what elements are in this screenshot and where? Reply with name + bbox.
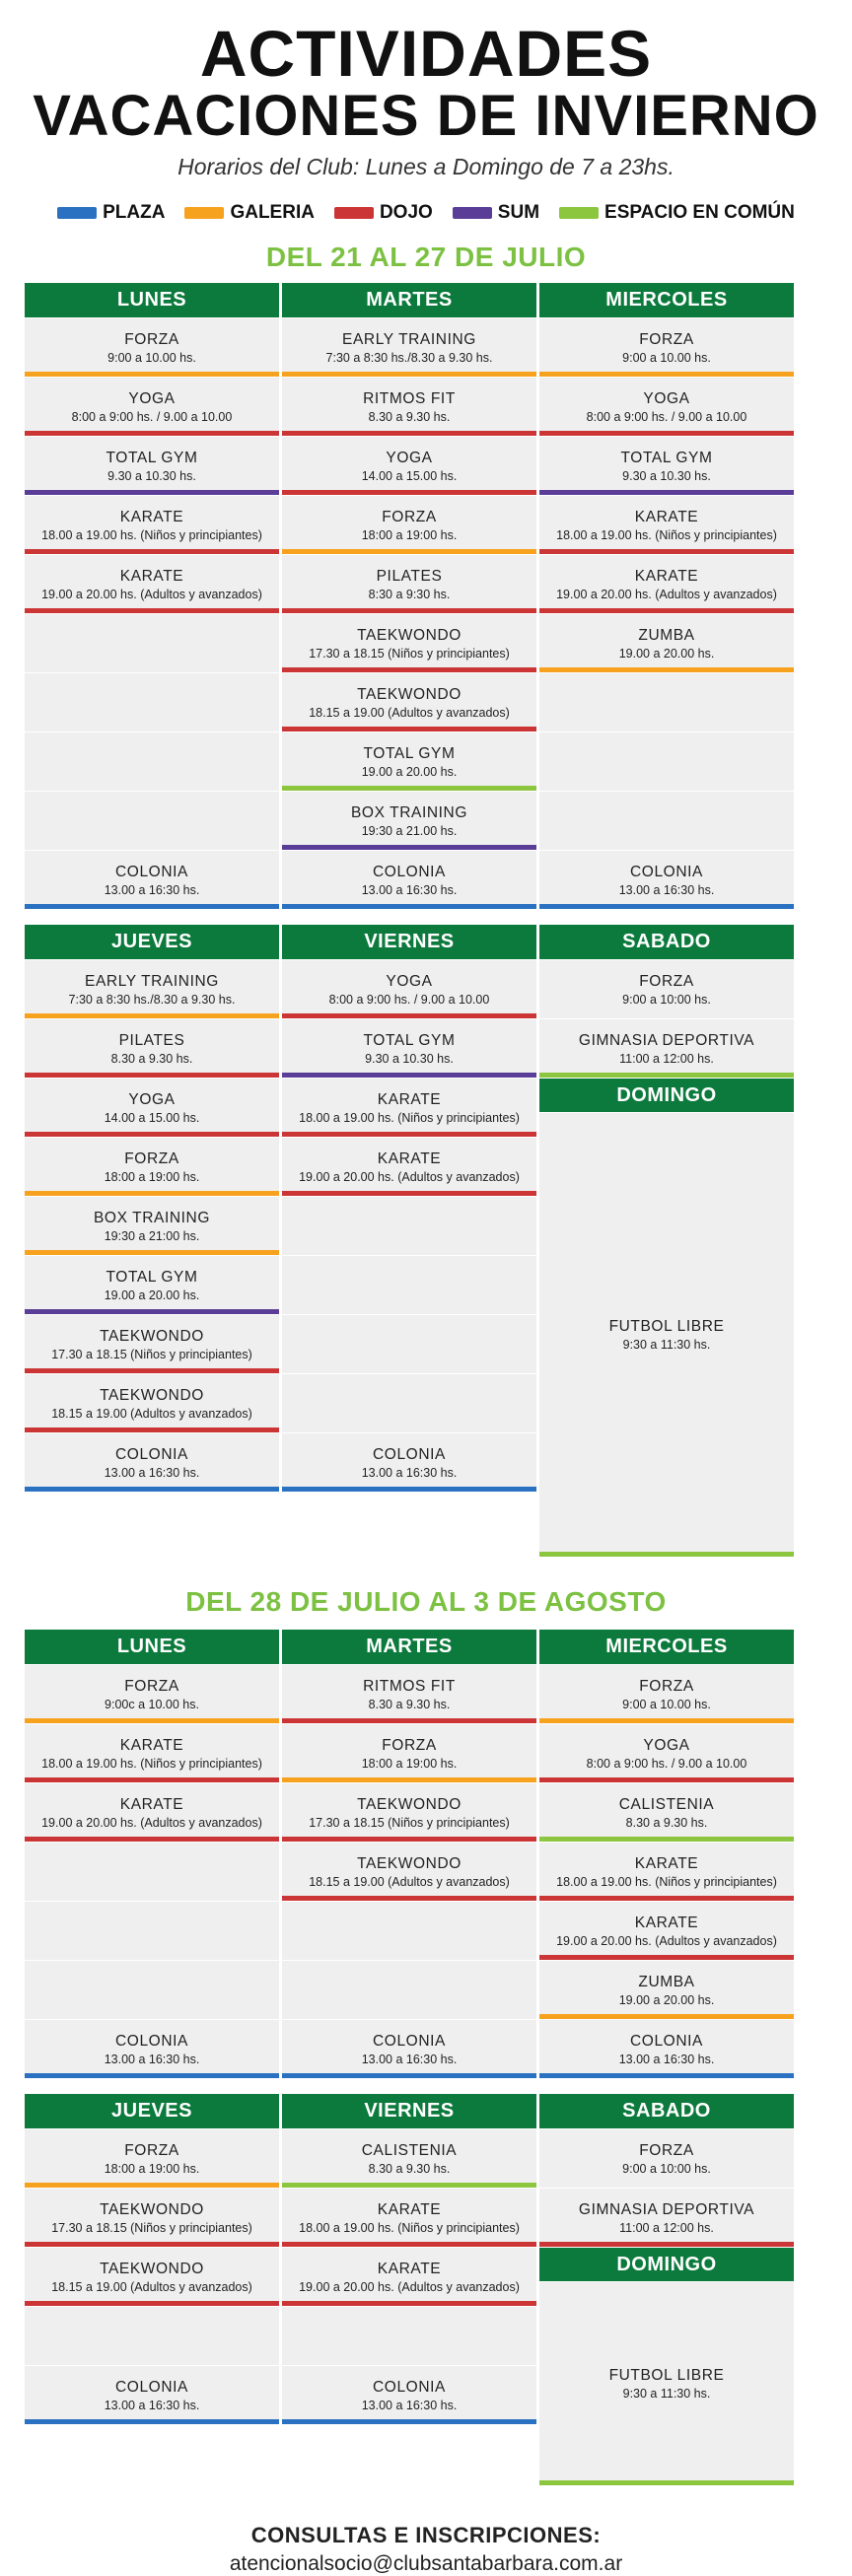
day-column-jueves (25, 925, 279, 1557)
activity-name: COLONIA (115, 1445, 188, 1463)
activity-time: 9:00 a 10.00 hs. (107, 350, 196, 365)
activity-time: 8:00 a 9:00 hs. / 9.00 a 10.00 (586, 409, 747, 424)
activity-time: 11:00 a 12:00 hs. (619, 1051, 714, 1066)
activity-cell (25, 850, 279, 909)
day-column-miercoles (539, 1630, 794, 2078)
activity-name: ZUMBA (638, 1973, 695, 1990)
activity-time: 9:00 a 10:00 hs. (622, 992, 711, 1007)
activity-time: 19.00 a 20.00 hs. (361, 764, 458, 779)
activity-name: TAEKWONDO (100, 2200, 204, 2218)
activity-name: YOGA (128, 1090, 176, 1108)
activity-name: TOTAL GYM (106, 1268, 198, 1286)
schedule-block (25, 2094, 827, 2485)
empty-slot (282, 1196, 536, 1255)
day-column-miercoles (539, 283, 794, 909)
activity-name: KARATE (119, 1795, 184, 1813)
activity-cell (282, 2128, 536, 2188)
activity-time: 8.30 a 9.30 hs. (110, 1051, 193, 1066)
activity-cell (282, 1842, 536, 1901)
activity-name: FORZA (124, 1677, 179, 1695)
empty-slot (25, 2306, 279, 2365)
empty-slot (282, 1255, 536, 1314)
legend-swatch-sum (453, 207, 492, 219)
activity-name: FORZA (639, 1677, 694, 1695)
activity-time: 18:00 a 19:00 hs. (104, 1169, 200, 1184)
activity-cell (282, 2365, 536, 2424)
activity-name: TOTAL GYM (620, 449, 713, 466)
empty-slot (282, 1314, 536, 1373)
day-header: MARTES (282, 283, 536, 317)
activity-time: 9:30 a 11:30 hs. (622, 2387, 711, 2401)
activity-cell (25, 2365, 279, 2424)
activity-cell (539, 554, 794, 613)
empty-slot (25, 672, 279, 731)
activity-name: COLONIA (373, 2378, 446, 2396)
activity-time: 18.15 a 19.00 (Adultos y avanzados) (309, 705, 510, 720)
day-column-viernes (282, 925, 536, 1557)
activity-cell (25, 959, 279, 1018)
activity-cell (282, 1078, 536, 1137)
activity-name: YOGA (128, 389, 176, 407)
activity-time: 8.30 a 9.30 hs. (368, 2161, 451, 2176)
activity-cell (282, 959, 536, 1018)
activity-name: ZUMBA (638, 626, 695, 644)
activity-name: TAEKWONDO (100, 2260, 204, 2277)
activity-name: KARATE (377, 1090, 442, 1108)
activity-time: 9:00 a 10.00 hs. (622, 1697, 711, 1711)
activity-time: 19.00 a 20.00 hs. (104, 1288, 200, 1302)
day-column-martes (282, 283, 536, 909)
activity-time: 7:30 a 8:30 hs./8.30 a 9.30 hs. (68, 992, 236, 1007)
activity-cell (539, 317, 794, 377)
activity-cell (25, 317, 279, 377)
activity-time: 8.30 a 9.30 hs. (368, 1697, 451, 1711)
legend-label: ESPACIO EN COMÚN (604, 202, 795, 223)
activity-time: 8:00 a 9:00 hs. / 9.00 a 10.00 (328, 992, 490, 1007)
activity-time: 13.00 a 16:30 hs. (104, 882, 200, 897)
activity-cell (539, 1664, 794, 1723)
activity-cell (539, 959, 794, 1018)
empty-slot (25, 1842, 279, 1901)
activity-cell (282, 850, 536, 909)
empty-slot (25, 791, 279, 850)
activity-cell (25, 2188, 279, 2247)
activity-time: 18.00 a 19.00 hs. (Niños y principiantes) (299, 2220, 520, 2235)
activity-time: 17.30 a 18.15 (Niños y principiantes) (309, 1815, 510, 1830)
day-column-martes (282, 1630, 536, 2078)
day-header: MIERCOLES (539, 1630, 794, 1664)
day-column-sabado (539, 2094, 794, 2485)
activity-time: 19.00 a 20.00 hs. (618, 646, 715, 661)
day-column-jueves (25, 2094, 279, 2485)
activity-time: 9.30 a 10.30 hs. (107, 468, 196, 483)
activity-name: FORZA (124, 1149, 179, 1167)
empty-slot (539, 672, 794, 731)
activity-name: KARATE (634, 508, 699, 525)
activity-name: COLONIA (373, 2032, 446, 2050)
activity-name: CALISTENIA (361, 2141, 458, 2159)
activity-time: 8.30 a 9.30 hs. (368, 409, 451, 424)
activity-time: 18.00 a 19.00 hs. (Niños y principiantes) (556, 527, 777, 542)
activity-time: 9:00c a 10.00 hs. (105, 1697, 199, 1711)
activity-name: TAEKWONDO (357, 685, 462, 703)
empty-slot (25, 731, 279, 791)
activity-name: KARATE (634, 567, 699, 585)
schedule-block (25, 283, 827, 909)
activity-time: 13.00 a 16:30 hs. (361, 882, 458, 897)
activity-time: 18.00 a 19.00 hs. (Niños y principiantes) (41, 1756, 262, 1771)
activity-time: 8:00 a 9:00 hs. / 9.00 a 10.00 (586, 1756, 747, 1771)
activity-cell (25, 1723, 279, 1782)
page-header (0, 17, 852, 180)
activity-time: 19.00 a 20.00 hs. (Adultos y avanzados) (299, 1169, 520, 1184)
legend-swatch-dojo (334, 207, 374, 219)
activity-time: 19.00 a 20.00 hs. (Adultos y avanzados) (299, 2279, 520, 2294)
schedule-block (25, 1630, 827, 2078)
day-header: SABADO (539, 925, 794, 959)
activity-name: COLONIA (373, 863, 446, 880)
day-header: MIERCOLES (539, 283, 794, 317)
activity-cell (539, 850, 794, 909)
activity-name: BOX TRAINING (93, 1209, 211, 1226)
activity-cell (539, 1960, 794, 2019)
activity-time: 18.00 a 19.00 hs. (Niños y principiantes) (299, 1110, 520, 1125)
activity-cell (282, 436, 536, 495)
activity-time: 18:00 a 19:00 hs. (361, 527, 458, 542)
activity-cell (539, 613, 794, 672)
activity-cell (25, 554, 279, 613)
activity-name: KARATE (634, 1854, 699, 1872)
contact-footer (0, 2523, 852, 2576)
empty-slot (539, 791, 794, 850)
activity-name: TOTAL GYM (106, 449, 198, 466)
activity-cell (25, 1432, 279, 1492)
activity-time: 13.00 a 16:30 hs. (361, 2398, 458, 2412)
activity-cell (539, 1112, 794, 1557)
empty-slot (282, 1901, 536, 1960)
empty-slot (282, 1373, 536, 1432)
activity-name: PILATES (118, 1031, 185, 1049)
activity-cell (25, 1664, 279, 1723)
activity-cell (539, 1842, 794, 1901)
legend-item-dojo (334, 202, 433, 224)
activity-cell (539, 436, 794, 495)
activity-cell (25, 2128, 279, 2188)
empty-slot (25, 1960, 279, 2019)
activity-cell (25, 1373, 279, 1432)
activity-name: YOGA (643, 1736, 690, 1754)
activity-cell (25, 377, 279, 436)
activity-name: TAEKWONDO (357, 626, 462, 644)
empty-slot (25, 613, 279, 672)
day-header: JUEVES (25, 2094, 279, 2128)
activity-time: 17.30 a 18.15 (Niños y principiantes) (51, 2220, 252, 2235)
activity-time: 13.00 a 16:30 hs. (618, 882, 715, 897)
activity-cell (282, 2019, 536, 2078)
legend-label: DOJO (379, 202, 433, 223)
activity-cell (282, 1782, 536, 1842)
activity-name: GIMNASIA DEPORTIVA (578, 1031, 755, 1049)
activity-cell (539, 1018, 794, 1078)
activity-name: TAEKWONDO (357, 1795, 462, 1813)
activity-cell (539, 2281, 794, 2485)
activity-name: COLONIA (115, 2032, 188, 2050)
activity-time: 19:30 a 21:00 hs. (104, 1228, 200, 1243)
activity-cell (539, 2188, 794, 2247)
day-header: MARTES (282, 1630, 536, 1664)
activity-time: 19.00 a 20.00 hs. (618, 1992, 715, 2007)
activity-name: FORZA (639, 972, 694, 990)
activity-cell (25, 495, 279, 554)
activity-name: FORZA (382, 508, 437, 525)
activity-time: 9:00 a 10.00 hs. (622, 350, 711, 365)
activity-name: TAEKWONDO (357, 1854, 462, 1872)
activity-name: FUTBOL LIBRE (608, 2367, 725, 2384)
day-column-lunes (25, 1630, 279, 2078)
activity-cell (25, 1196, 279, 1255)
legend-swatch-galeria (184, 207, 224, 219)
page-title: ACTIVIDADES (199, 17, 653, 90)
activity-time: 18.15 a 19.00 (Adultos y avanzados) (309, 1874, 510, 1889)
activity-cell (25, 2019, 279, 2078)
activity-name: KARATE (377, 2200, 442, 2218)
activity-time: 18.00 a 19.00 hs. (Niños y principiantes) (41, 527, 262, 542)
legend-label: GALERIA (230, 202, 315, 223)
legend-swatch-espacio-comun (559, 207, 599, 219)
activity-name: GIMNASIA DEPORTIVA (578, 2200, 755, 2218)
activity-name: KARATE (377, 1149, 442, 1167)
activity-name: BOX TRAINING (350, 803, 468, 821)
activity-name: TAEKWONDO (100, 1386, 204, 1404)
activity-name: COLONIA (115, 2378, 188, 2396)
week-title: DEL 28 DE JULIO AL 3 DE AGOSTO (185, 1586, 667, 1617)
activity-time: 11:00 a 12:00 hs. (619, 2220, 714, 2235)
activity-time: 13.00 a 16:30 hs. (104, 1465, 200, 1480)
activity-cell (25, 1255, 279, 1314)
activity-time: 9:00 a 10:00 hs. (622, 2161, 711, 2176)
activity-name: COLONIA (630, 863, 703, 880)
activity-time: 9:30 a 11:30 hs. (622, 1338, 711, 1352)
day-header: DOMINGO (539, 1078, 794, 1112)
activity-cell (282, 731, 536, 791)
activity-time: 8:00 a 9:00 hs. / 9.00 a 10.00 (71, 409, 233, 424)
activity-time: 13.00 a 16:30 hs. (361, 2052, 458, 2066)
activity-time: 19.00 a 20.00 hs. (Adultos y avanzados) (41, 587, 262, 601)
activity-name: CALISTENIA (618, 1795, 715, 1813)
activity-cell (539, 377, 794, 436)
legend-item-plaza (57, 202, 165, 224)
activity-cell (282, 613, 536, 672)
day-header: LUNES (25, 283, 279, 317)
activity-time: 9.30 a 10.30 hs. (622, 468, 711, 483)
activity-name: YOGA (386, 972, 433, 990)
activity-time: 14.00 a 15.00 hs. (104, 1110, 200, 1125)
activity-name: FORZA (124, 330, 179, 348)
activity-name: KARATE (634, 1914, 699, 1931)
day-column-lunes (25, 283, 279, 909)
activity-cell (25, 1314, 279, 1373)
activity-cell (539, 2019, 794, 2078)
empty-slot (539, 731, 794, 791)
activity-cell (25, 1137, 279, 1196)
activity-cell (282, 554, 536, 613)
legend-item-sum (453, 202, 539, 224)
activity-cell (282, 2188, 536, 2247)
page-subtitle: Horarios del Club: Lunes a Domingo de 7 a 23hs. (178, 154, 674, 179)
activity-cell (539, 1901, 794, 1960)
activity-time: 14.00 a 15.00 hs. (361, 468, 458, 483)
activity-cell (539, 1723, 794, 1782)
activity-name: FORZA (639, 2141, 694, 2159)
activity-cell (25, 2247, 279, 2306)
activity-cell (539, 495, 794, 554)
day-header: LUNES (25, 1630, 279, 1664)
day-header: JUEVES (25, 925, 279, 959)
activity-time: 18:00 a 19:00 hs. (104, 2161, 200, 2176)
legend-item-espacio-comun (559, 202, 795, 224)
activity-cell (282, 791, 536, 850)
activity-name: PILATES (376, 567, 443, 585)
activity-name: KARATE (119, 508, 184, 525)
activity-name: KARATE (119, 1736, 184, 1754)
activity-time: 13.00 a 16:30 hs. (618, 2052, 715, 2066)
activity-time: 18.15 a 19.00 (Adultos y avanzados) (51, 1406, 252, 1421)
activity-time: 8:30 a 9:30 hs. (368, 587, 451, 601)
empty-slot (25, 1901, 279, 1960)
activity-time: 19.00 a 20.00 hs. (Adultos y avanzados) (41, 1815, 262, 1830)
activity-name: EARLY TRAINING (342, 330, 476, 348)
activity-time: 13.00 a 16:30 hs. (104, 2398, 200, 2412)
activity-cell (25, 436, 279, 495)
activity-name: EARLY TRAINING (85, 972, 219, 990)
schedule-block (25, 925, 827, 1557)
activity-time: 17.30 a 18.15 (Niños y principiantes) (309, 646, 510, 661)
activity-name: KARATE (119, 567, 184, 585)
empty-slot (282, 1960, 536, 2019)
activity-cell (25, 1782, 279, 1842)
activity-cell (282, 377, 536, 436)
activity-time: 18.15 a 19.00 (Adultos y avanzados) (51, 2279, 252, 2294)
activity-cell (282, 1432, 536, 1492)
day-column-sabado (539, 925, 794, 1557)
activity-cell (282, 317, 536, 377)
activity-cell (282, 2247, 536, 2306)
activity-time: 18:00 a 19:00 hs. (361, 1756, 458, 1771)
activity-name: TOTAL GYM (363, 1031, 456, 1049)
activity-time: 13.00 a 16:30 hs. (104, 2052, 200, 2066)
activity-name: FORZA (639, 330, 694, 348)
activity-name: COLONIA (630, 2032, 703, 2050)
activity-time: 9.30 a 10.30 hs. (365, 1051, 454, 1066)
activity-time: 7:30 a 8:30 hs./8.30 a 9.30 hs. (325, 350, 493, 365)
activity-cell (25, 1078, 279, 1137)
activity-name: KARATE (377, 2260, 442, 2277)
page-title-secondary: VACACIONES DE INVIERNO (33, 84, 819, 148)
activity-time: 19.00 a 20.00 hs. (Adultos y avanzados) (556, 587, 777, 601)
activity-name: RITMOS FIT (363, 389, 456, 407)
day-header: VIERNES (282, 2094, 536, 2128)
legend-item-galeria (184, 202, 315, 224)
activity-name: FORZA (382, 1736, 437, 1754)
day-header: DOMINGO (539, 2247, 794, 2281)
activity-name: FUTBOL LIBRE (608, 1318, 725, 1335)
legend-label: PLAZA (103, 202, 166, 223)
activity-cell (282, 1664, 536, 1723)
activity-time: 8.30 a 9.30 hs. (625, 1815, 708, 1830)
activity-cell (282, 495, 536, 554)
empty-slot (282, 2306, 536, 2365)
activity-time: 19.00 a 20.00 hs. (Adultos y avanzados) (556, 1933, 777, 1948)
activity-name: TOTAL GYM (363, 744, 456, 762)
activity-time: 13.00 a 16:30 hs. (361, 1465, 458, 1480)
activity-cell (282, 672, 536, 731)
activity-time: 18.00 a 19.00 hs. (Niños y principiantes) (556, 1874, 777, 1889)
day-header: VIERNES (282, 925, 536, 959)
activity-cell (282, 1723, 536, 1782)
day-header: SABADO (539, 2094, 794, 2128)
activity-name: RITMOS FIT (363, 1677, 456, 1695)
activity-name: YOGA (386, 449, 433, 466)
contact-email[interactable]: atencionalsocio@clubsantabarbara.com.ar (229, 2552, 623, 2575)
activity-name: YOGA (643, 389, 690, 407)
activity-name: COLONIA (373, 1445, 446, 1463)
contact-title: CONSULTAS E INSCRIPCIONES: (250, 2523, 602, 2547)
legend-swatch-plaza (57, 207, 97, 219)
activity-name: TAEKWONDO (100, 1327, 204, 1345)
day-column-viernes (282, 2094, 536, 2485)
activity-time: 19:30 a 21.00 hs. (361, 823, 458, 838)
activity-name: FORZA (124, 2141, 179, 2159)
activity-cell (539, 2128, 794, 2188)
activity-cell (282, 1137, 536, 1196)
legend-label: SUM (497, 202, 540, 223)
activity-name: COLONIA (115, 863, 188, 880)
activity-time: 17.30 a 18.15 (Niños y principiantes) (51, 1347, 252, 1361)
activity-cell (25, 1018, 279, 1078)
activity-cell (539, 1782, 794, 1842)
activity-cell (282, 1018, 536, 1078)
week-title: DEL 21 AL 27 DE JULIO (265, 242, 587, 272)
location-legend (0, 202, 852, 224)
